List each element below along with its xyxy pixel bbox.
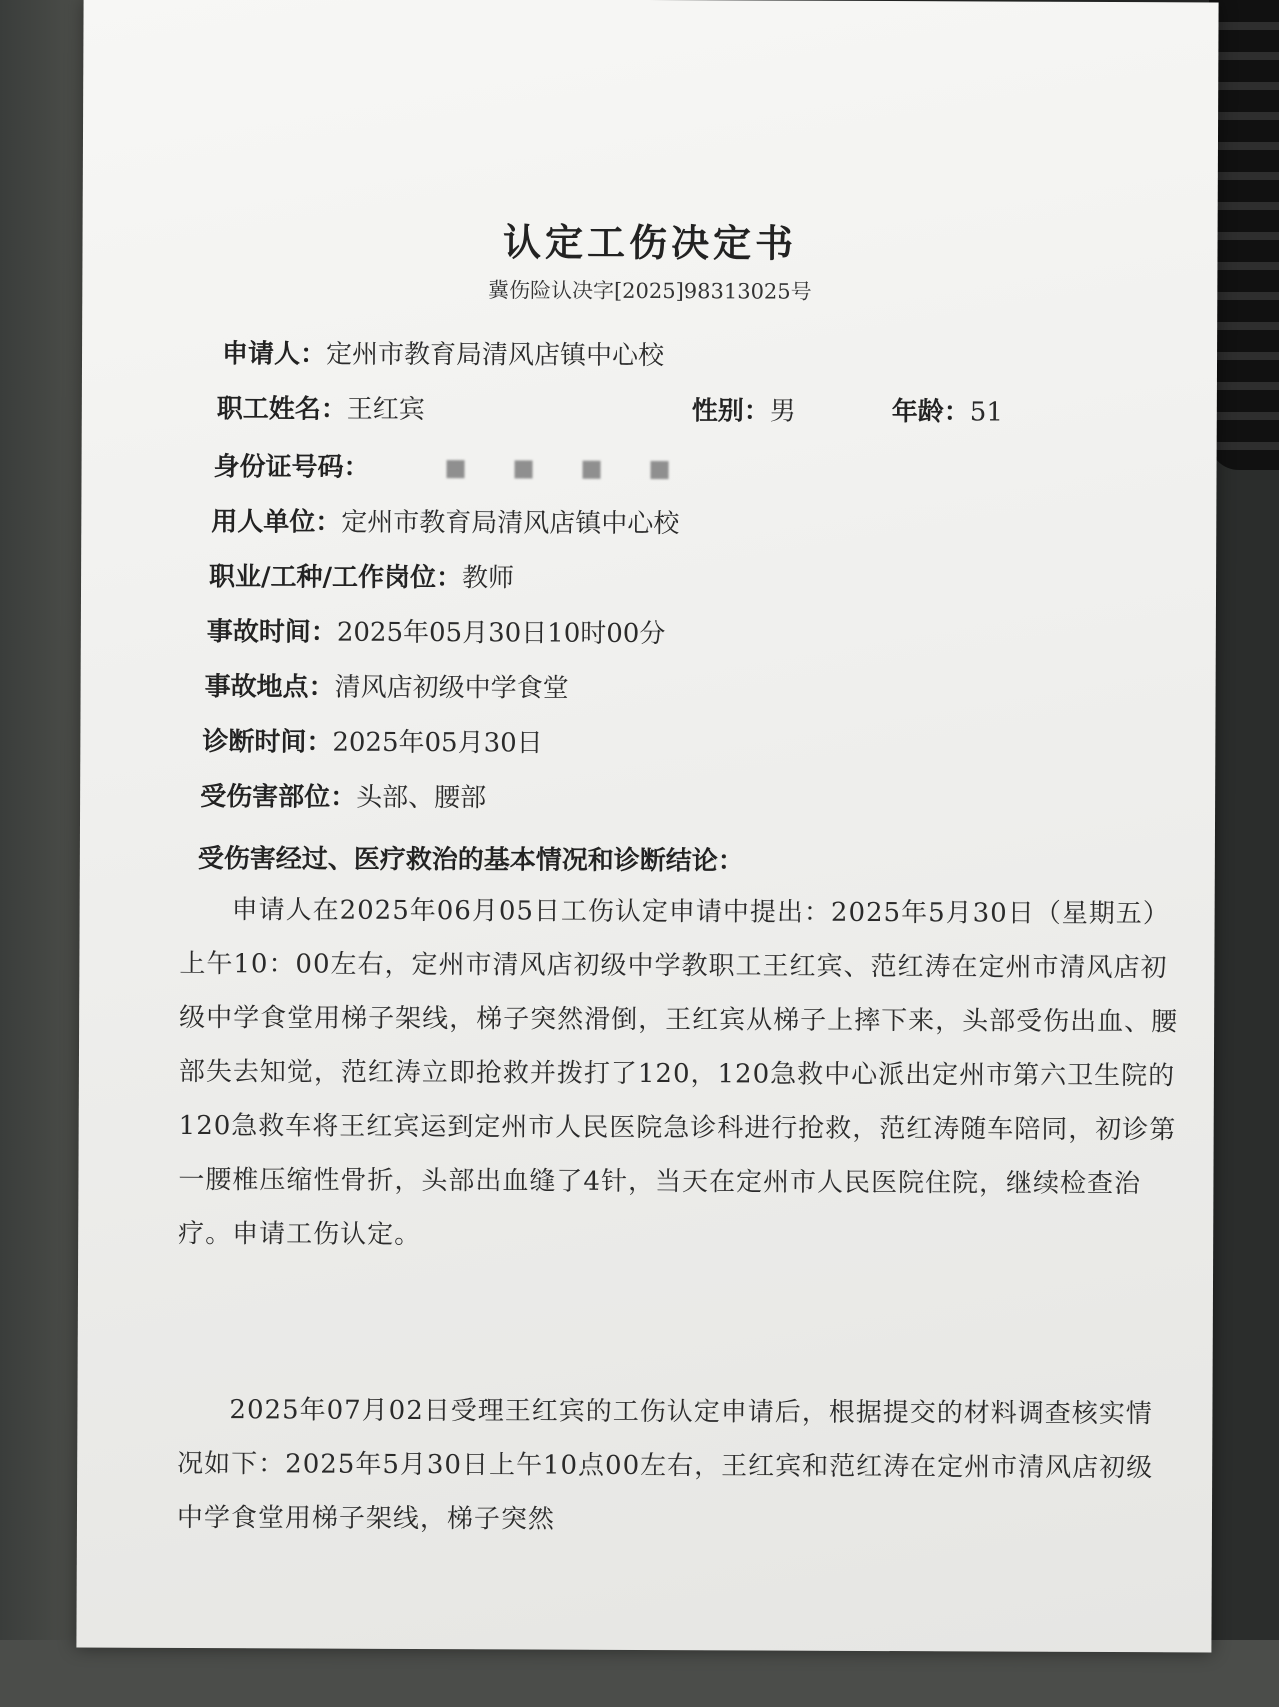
worker-name-row [217, 388, 425, 426]
injury-site-label: 受伤害部位： [200, 782, 357, 813]
injury-site-value: 头部、腰部 [356, 782, 487, 814]
redaction-mark [446, 460, 464, 478]
diagnosis-time-row [202, 721, 543, 759]
id-number-row [213, 446, 711, 485]
injury-site-row [200, 776, 486, 814]
worker-name-label: 职工姓名： [216, 394, 347, 425]
age-label: 年龄： [891, 397, 970, 428]
gender-row [692, 390, 796, 427]
employer-row [211, 501, 679, 540]
accident-time-value: 2025年05月30日10时00分 [336, 617, 666, 650]
section-heading: 受伤害经过、医疗救治的基本情况和诊断结论： [197, 844, 744, 877]
accident-place-row [205, 666, 569, 705]
redaction-mark [651, 461, 669, 479]
applicant-label: 申请人： [221, 339, 327, 370]
redaction-mark [514, 460, 532, 478]
gender-label: 性别： [691, 396, 770, 427]
age-value: 51 [969, 397, 1003, 428]
accident-time-label: 事故时间： [206, 617, 337, 648]
applicant-row [222, 333, 664, 372]
diagnosis-time-label: 诊断时间： [202, 727, 333, 758]
occupation-label: 职业/工种/工作岗位： [209, 562, 463, 594]
document-sheet [76, 0, 1218, 1652]
diagnosis-time-value: 2025年05月30日 [332, 727, 543, 759]
redaction-mark [583, 461, 601, 479]
accident-time-row [207, 611, 666, 650]
employer-label: 用人单位： [211, 507, 342, 538]
age-row [892, 391, 1003, 428]
accident-place-label: 事故地点： [204, 672, 335, 703]
applicant-value: 定州市教育局清风店镇中心校 [325, 339, 665, 372]
document-number: 冀伤险认决字[2025]98313025号 [487, 278, 812, 304]
gender-value: 男 [769, 396, 796, 427]
paragraph-investigation: 2025年07月02日受理王红宾的工伤认定申请后，根据提交的材料调查核实情况如下：2025年5月30日上午10点00左右，王红宾和范红涛在定州市清风店初级中学食堂用梯子架线，梯子突然 [176, 1395, 1154, 1535]
employer-value: 定州市教育局清风店镇中心校 [341, 507, 680, 540]
occupation-row [209, 556, 514, 594]
id-number-label: 身份证号码： [213, 452, 370, 483]
binder-rings [1209, 0, 1279, 470]
accident-place-value: 清风店初级中学食堂 [334, 672, 569, 704]
occupation-value: 教师 [462, 563, 515, 594]
document-title: 认定工伤决定书 [502, 219, 798, 266]
paragraph-application: 申请人在2025年06月05日工伤认定申请中提出：2025年5月30日（星期五）上午10：00左右，定州市清风店初级中学教职工王红宾、范红涛在定州市清风店初级中学食堂用梯子架线，梯子突然滑倒，王红宾从梯子上摔下来，头部受伤出血、腰部失去知觉，范红涛立即抢救并拨打了120，120急救中心派出定州市第六卫生院的120急救车将王红宾运到定州市人民医院急诊科进行抢救，范红涛随车陪同，初诊第一腰椎压缩性骨折，头部出血缝了4针，当天在定州市人民医院住院，继续检查治疗。申请工伤认定。 [178, 895, 1179, 1251]
worker-name-value: 王红宾 [346, 394, 425, 426]
